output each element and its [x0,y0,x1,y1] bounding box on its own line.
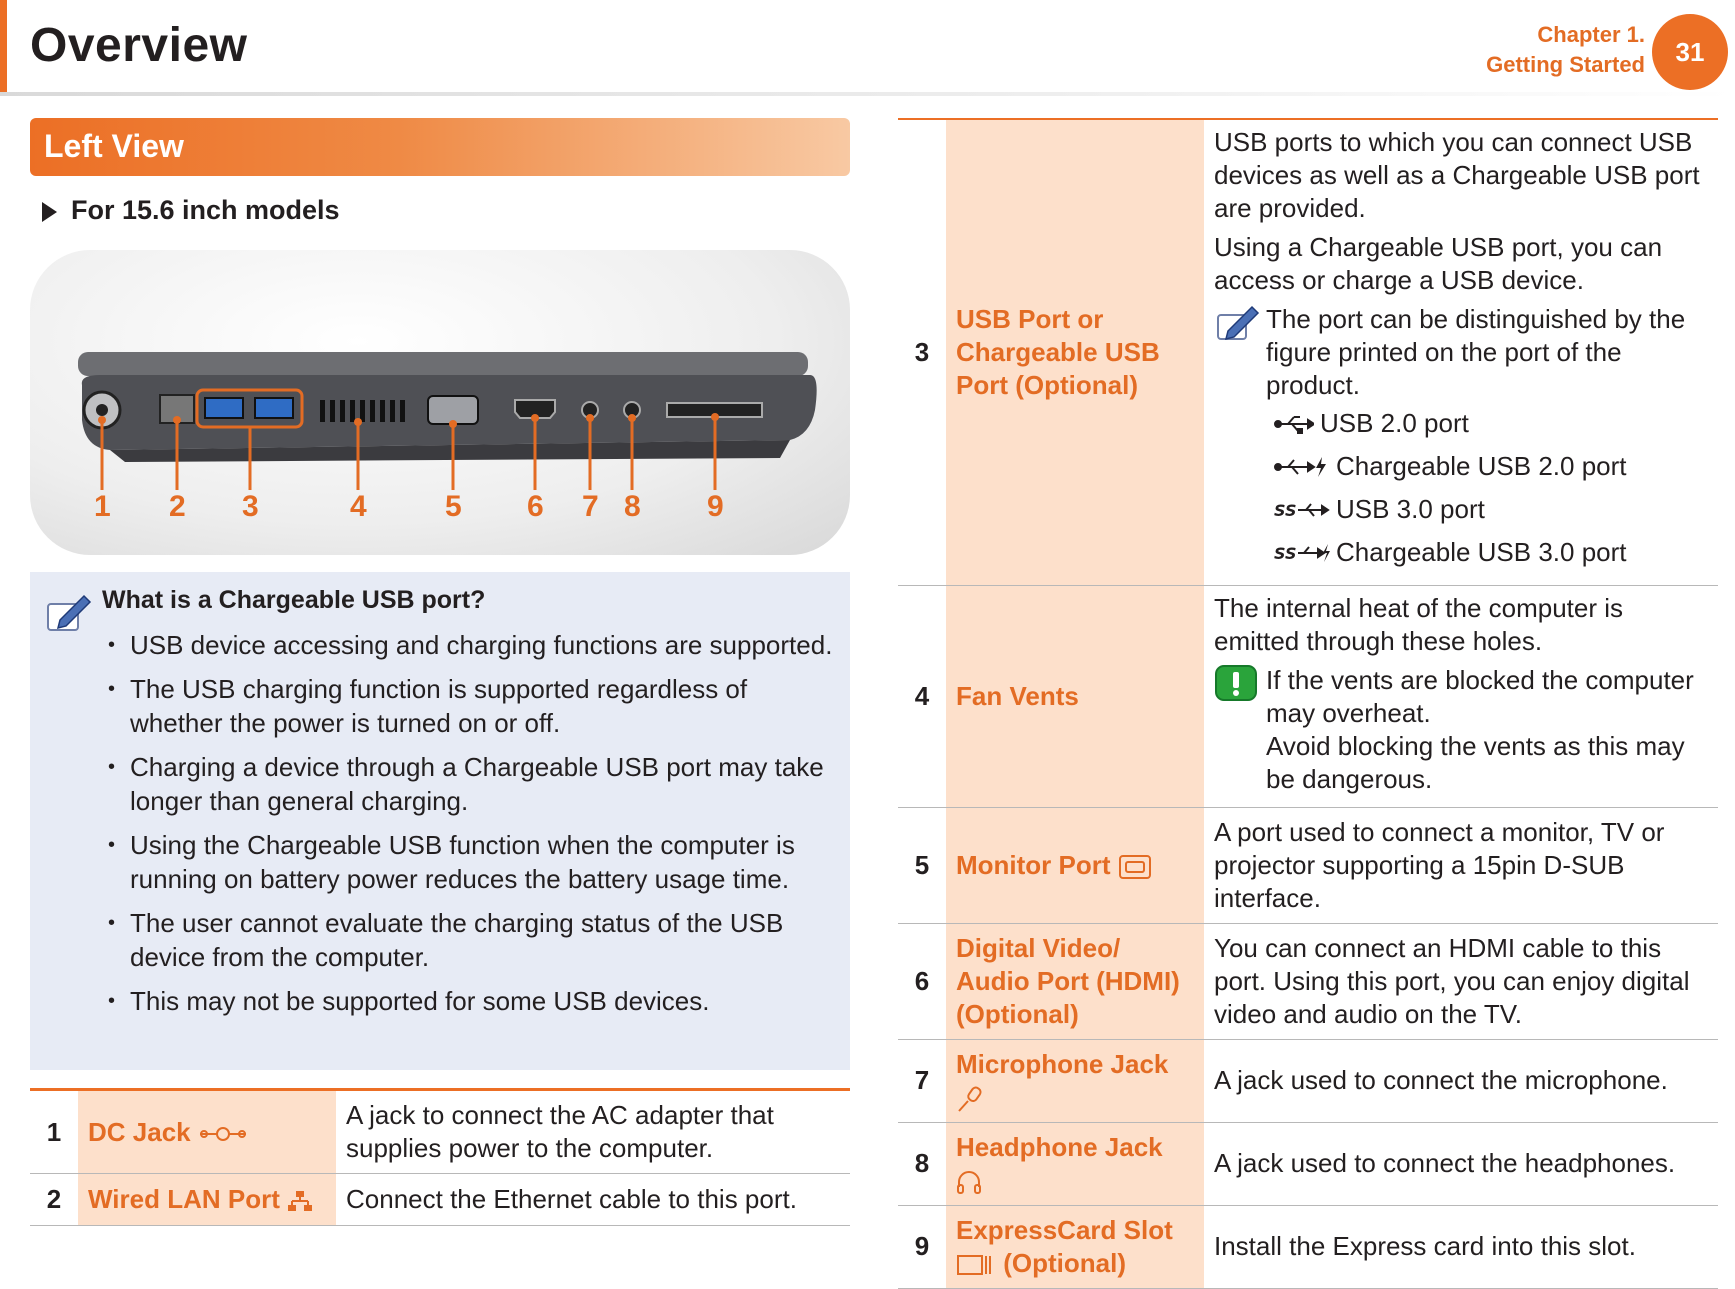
models-heading [42,195,340,226]
table-row [898,1205,1718,1288]
table-row [898,119,1718,585]
laptop-left-view-illustration [30,250,850,555]
usb-note [1214,303,1708,402]
port-table-right [898,118,1718,1289]
row-number: 7 [898,1039,946,1122]
port-name: Headphone Jack [956,1131,1163,1162]
header-divider [0,92,1735,96]
table-row [898,1122,1718,1205]
note-item: • Using the Chargeable USB function when the computer is running on battery power reduces the battery usage time. [100,828,840,896]
row-number: 4 [898,585,946,807]
svg-text:SS: SS [1274,500,1297,520]
monitor-icon [1118,854,1152,880]
row-description [1204,119,1718,585]
row-number: 1 [30,1090,78,1174]
callout-2: 2 [169,490,186,523]
callout-7: 7 [582,490,599,523]
usb-port-a [205,398,243,418]
note-pencil-icon [44,590,94,636]
row-description: Connect the Ethernet cable to this port. [336,1174,850,1226]
usb-type-label: USB 2.0 port [1320,408,1469,438]
row-label: Digital Video/ Audio Port (HDMI) (Optional) [946,923,1204,1039]
chapter-number: Chapter 1. [1537,22,1645,47]
warning-text [1266,664,1708,796]
chargeable-usb-note [30,572,850,1070]
note-item: • This may not be supported for some USB devices. [100,984,840,1018]
row-label [946,1122,1204,1205]
chapter-title: Getting Started [1486,52,1645,77]
row-number: 3 [898,119,946,585]
vga-port [428,396,478,424]
callout-3: 3 [242,490,259,523]
microphone-icon [956,1085,984,1113]
row-label [78,1174,336,1226]
warning-line-2: Avoid blocking the vents as this may be dangerous. [1266,730,1685,794]
page-number: 31 [1652,14,1728,90]
header-accent-bar [0,0,7,96]
row-description: You can connect an HDMI cable to this port. Using this port, you can enjoy digital video and audio on the TV. [1204,923,1718,1039]
port-name: Microphone Jack [956,1048,1169,1079]
port-name: ExpressCard Slot [956,1214,1173,1245]
chargeable-usb3-icon [1274,541,1330,565]
models-label: For 15.6 inch models [71,195,340,225]
usb-type-row [1214,445,1708,488]
port-name-optional: (Optional) [1003,1247,1126,1278]
row-label [78,1090,336,1174]
usb-type-row [1214,531,1708,574]
callout-6: 6 [527,490,544,523]
callout-1: 1 [94,490,111,523]
page-title: Overview [30,19,248,72]
note-pencil-icon [1214,303,1266,343]
chargeable-usb-icon [1274,455,1330,479]
note-item: • The user cannot evaluate the charging status of the USB device from the computer. [100,906,840,974]
usb-port-b [255,398,293,418]
row-description [1204,585,1718,807]
row-label: USB Port or Chargeable USB Port (Optional) [946,119,1204,585]
callout-5: 5 [445,490,462,523]
svg-text:SS: SS [1274,543,1297,563]
row-description: A port used to connect a monitor, TV or projector supporting a 15pin D-SUB interface. [1204,807,1718,923]
table-row [898,923,1718,1039]
row-number: 8 [898,1122,946,1205]
chapter-label [1486,20,1645,80]
table-row [898,807,1718,923]
row-label [946,1205,1204,1288]
row-description: A jack used to connect the microphone. [1204,1039,1718,1122]
callout-4: 4 [350,490,367,523]
usb-icon [1274,414,1314,434]
usb-note-text: The port can be distinguished by the figure printed on the port of the product. [1266,304,1686,400]
usb-type-row [1214,488,1708,531]
note-item: • USB device accessing and charging functions are supported. [100,628,840,662]
row-number: 6 [898,923,946,1039]
usb-description-chargeable: Using a Chargeable USB port, you can access or charge a USB device. [1214,232,1663,295]
row-description: A jack to connect the AC adapter that supplies power to the computer. [336,1090,850,1174]
table-row [30,1174,850,1226]
port-table-left [30,1088,850,1226]
callout-9: 9 [707,490,724,523]
headphone-icon [956,1169,982,1195]
fan-vents [320,400,405,422]
row-number: 2 [30,1174,78,1226]
arrow-right-icon [42,202,57,222]
fan-warning [1214,664,1708,796]
section-title: Left View [44,128,184,164]
laptop-side-drawing [30,250,850,555]
row-description: A jack used to connect the headphones. [1204,1122,1718,1205]
row-number: 9 [898,1205,946,1288]
note-item: • The USB charging function is supported regardless of whether the power is turned on or off. [100,672,840,740]
note-item: • Charging a device through a Chargeable USB port may take longer than general charging. [100,750,840,818]
table-row [898,585,1718,807]
usb-type-label: Chargeable USB 3.0 port [1336,537,1627,567]
note-heading: What is a Chargeable USB port? [102,586,486,614]
row-label [946,807,1204,923]
express-card-icon [956,1252,996,1278]
usb-type-row [1214,402,1708,445]
row-label [946,1039,1204,1122]
usb-type-label: USB 3.0 port [1336,494,1485,524]
callout-8: 8 [624,490,641,523]
usb-description: USB ports to which you can connect USB devices as well as a Chargeable USB port are provided. [1214,127,1700,223]
laptop-lid [78,352,808,376]
table-row [898,1039,1718,1122]
usb3-icon [1274,498,1330,522]
row-description: Install the Express card into this slot. [1204,1205,1718,1288]
warning-icon [1214,664,1266,704]
port-name: Monitor Port [956,849,1111,880]
usb-type-label: Chargeable USB 2.0 port [1336,451,1627,481]
fan-description: The internal heat of the computer is emitted through these holes. [1214,592,1624,656]
warning-line-1: If the vents are blocked the computer may overheat. [1266,664,1694,728]
row-number: 5 [898,807,946,923]
table-row [30,1090,850,1174]
note-list [100,628,840,1028]
port-name: Wired LAN Port [88,1184,280,1214]
dc-polarity-icon [198,1126,248,1142]
network-icon [287,1189,313,1213]
row-label: Fan Vents [946,585,1204,807]
port-name: DC Jack [88,1116,191,1147]
